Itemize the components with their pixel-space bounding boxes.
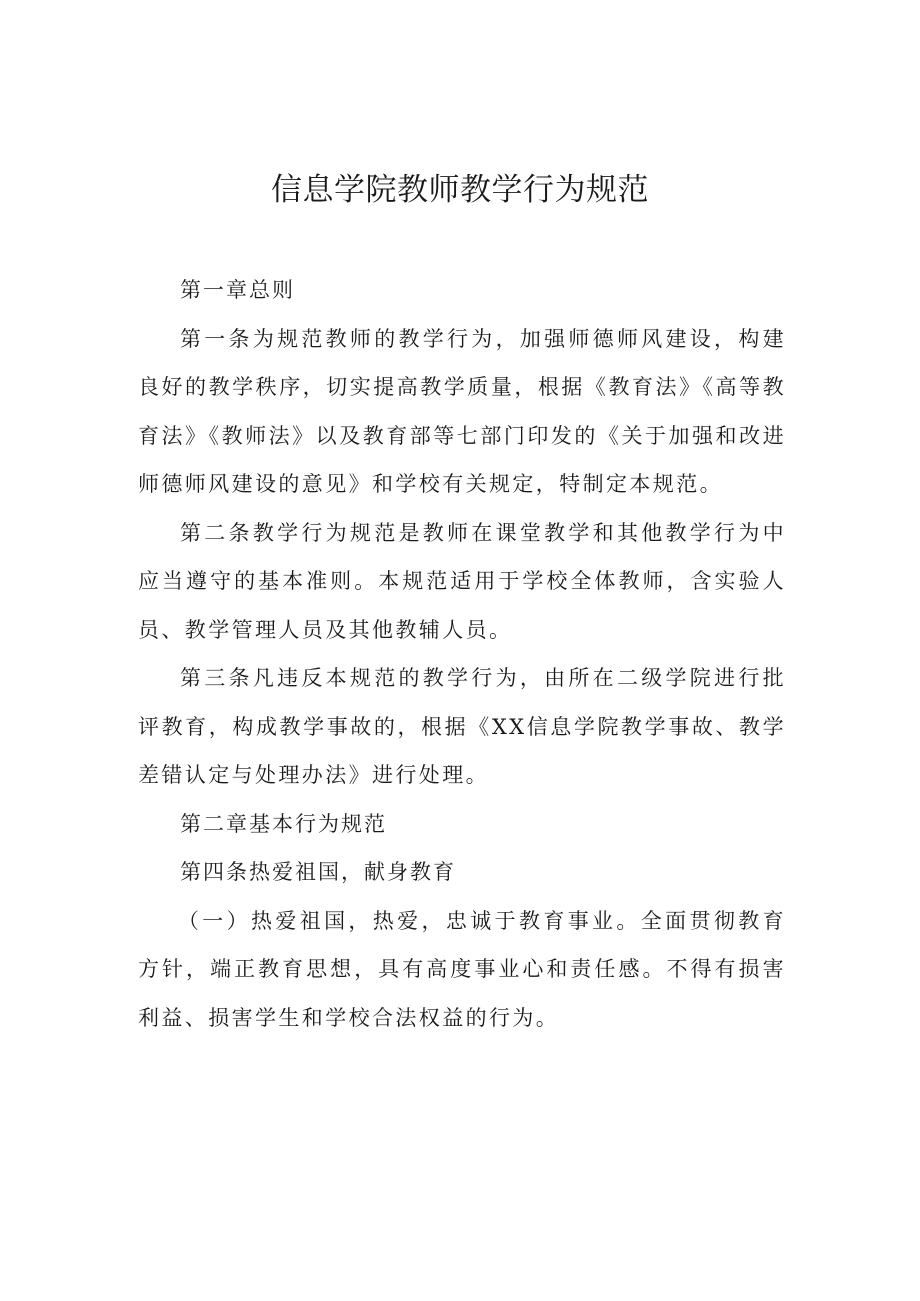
chapter-heading-general: 第一章总则 [180, 278, 295, 302]
article-2-paragraph: 第二条教学行为规范是教师在课堂教学和其他教学行为中应当遵守的基本准则。本规范适用于学校全体教师，含实验人员、教学管理人员及其他教辅人员。 [138, 520, 786, 642]
article-1-paragraph: 第一条为规范教师的教学行为，加强师德师风建设，构建良好的教学秩序，切实提高教学质量，根据《教育法》《高等教育法》《教师法》以及教育部等七部门印发的《关于加强和改进师德师风建设的意见》和学校有关规定，特制定本规范。 [138, 326, 786, 496]
article-3-paragraph: 第三条凡违反本规范的教学行为，由所在二级学院进行批评教育，构成教学事故的，根据《XX信息学院教学事故、教学差错认定与处理办法》进行处理。 [138, 666, 786, 787]
article-4-item-1: （一）热爱祖国，热爱，忠诚于教育事业。全面贯彻教育方针，端正教育思想，具有高度事业心和责任感。不得有损害利益、损害学生和学校合法权益的行为。 [138, 908, 786, 1030]
document-title: 信息学院教师教学行为规范 [271, 172, 649, 208]
article-4-heading: 第四条热爱祖国，献身教育 [180, 860, 456, 884]
chapter-heading-basic-conduct: 第二章基本行为规范 [180, 811, 387, 836]
document-body [138, 266, 786, 1042]
